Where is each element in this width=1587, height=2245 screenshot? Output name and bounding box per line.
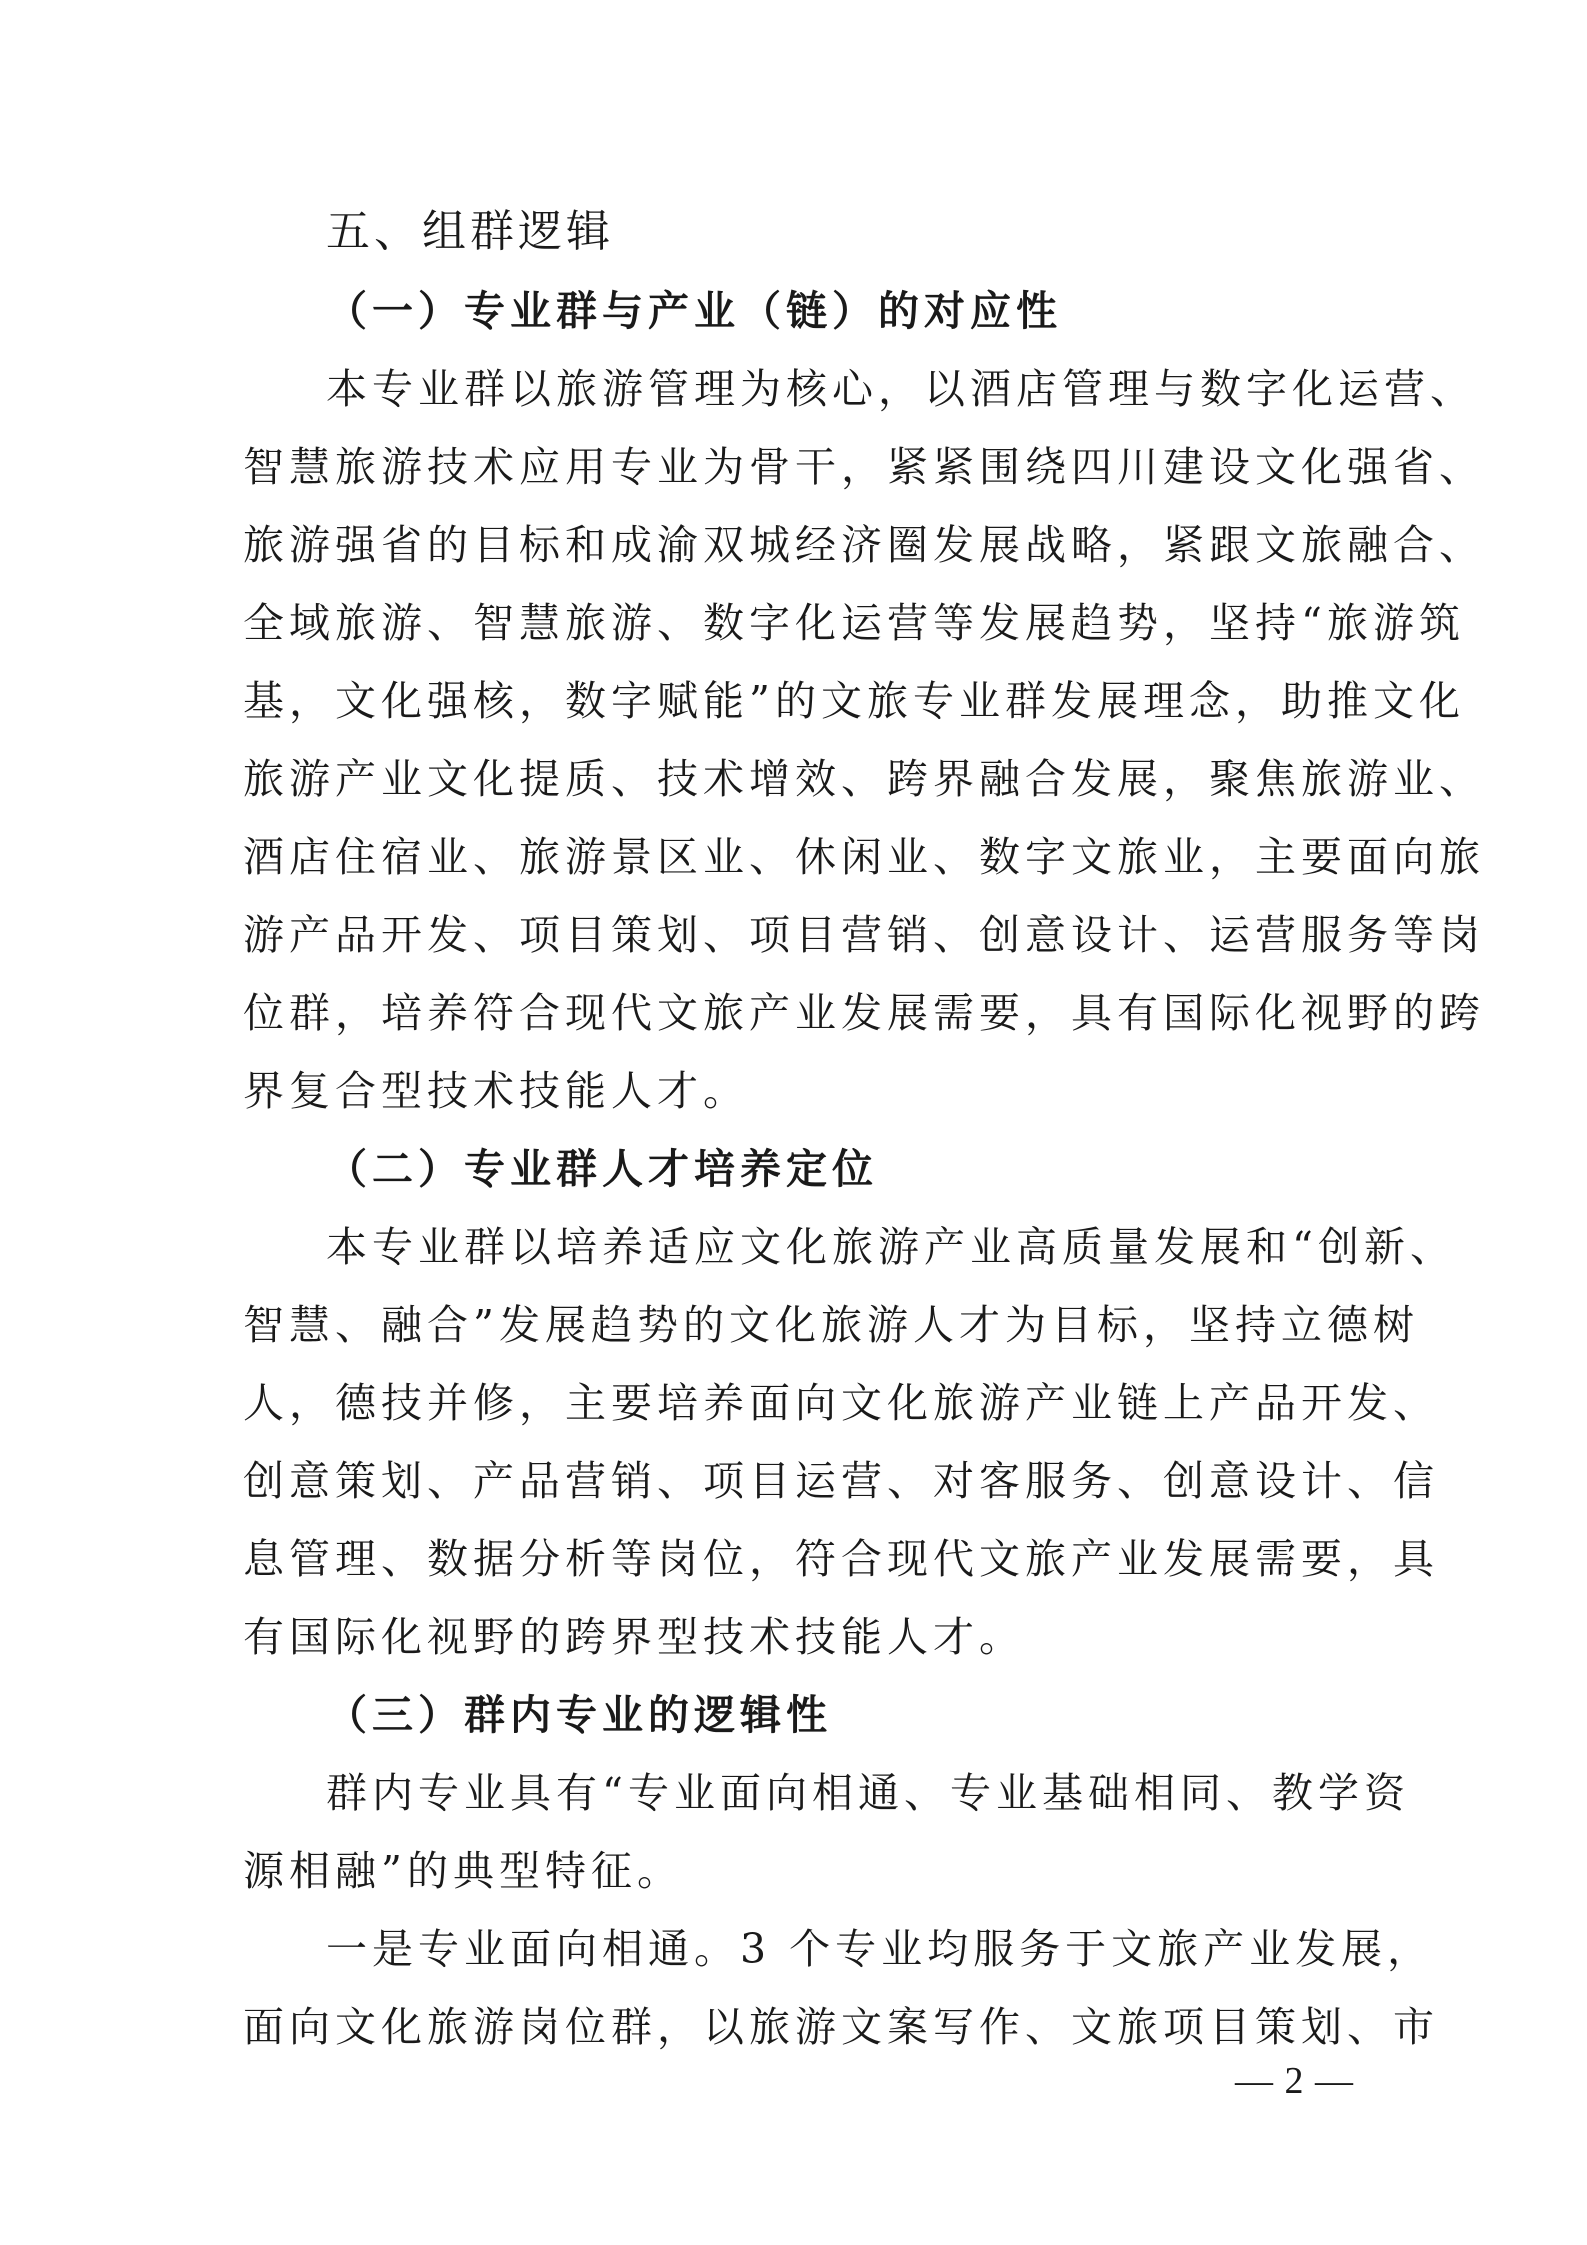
paragraph-line: 人，德技并修，主要培养面向文化旅游产业链上产品开发、 xyxy=(243,1379,1439,1427)
paragraph-line: 创意策划、产品营销、项目运营、对客服务、创意设计、信 xyxy=(243,1457,1439,1505)
paragraph-line: 旅游产业文化提质、技术增效、跨界融合发展，聚焦旅游业、 xyxy=(243,755,1485,803)
paragraph-line: 本专业群以培养适应文化旅游产业高质量发展和“创新、 xyxy=(326,1223,1456,1271)
paragraph-line: 智慧旅游技术应用专业为骨干，紧紧围绕四川建设文化强省、 xyxy=(243,443,1485,491)
page-number: — 2 — xyxy=(1235,2060,1354,2102)
paragraph-line: 全域旅游、智慧旅游、数字化运营等发展趋势，坚持“旅游筑 xyxy=(243,599,1465,647)
section-1-heading: （一）专业群与产业（链）的对应性 xyxy=(326,287,1062,335)
section-2-heading: （二）专业群人才培养定位 xyxy=(326,1145,878,1193)
paragraph-line: 息管理、数据分析等岗位，符合现代文旅产业发展需要，具 xyxy=(243,1535,1439,1583)
paragraph-line: 智慧、融合”发展趋势的文化旅游人才为目标，坚持立德树 xyxy=(243,1301,1419,1349)
paragraph-line: 基，文化强核，数字赋能”的文旅专业群发展理念，助推文化 xyxy=(243,677,1465,725)
paragraph-line: 有国际化视野的跨界型技术技能人才。 xyxy=(243,1613,1025,1661)
paragraph-line: 酒店住宿业、旅游景区业、休闲业、数字文旅业，主要面向旅 xyxy=(243,833,1485,881)
paragraph-line: 群内专业具有“专业面向相通、专业基础相同、教学资 xyxy=(326,1769,1410,1817)
paragraph-line: 面向文化旅游岗位群，以旅游文案写作、文旅项目策划、市 xyxy=(243,2003,1439,2051)
paragraph-line: 位群，培养符合现代文旅产业发展需要，具有国际化视野的跨 xyxy=(243,989,1485,1037)
paragraph-line: 界复合型技术技能人才。 xyxy=(243,1067,749,1115)
main-heading: 五、组群逻辑 xyxy=(326,206,614,257)
paragraph-line: 一是专业面向相通。3 个专业均服务于文旅产业发展， xyxy=(326,1925,1434,1973)
paragraph-line: 旅游强省的目标和成渝双城经济圈发展战略，紧跟文旅融合、 xyxy=(243,521,1485,569)
paragraph-line: 游产品开发、项目策划、项目营销、创意设计、运营服务等岗 xyxy=(243,911,1485,959)
section-3-heading: （三）群内专业的逻辑性 xyxy=(326,1691,832,1739)
paragraph-line: 本专业群以旅游管理为核心，以酒店管理与数字化运营、 xyxy=(326,365,1476,413)
paragraph-line: 源相融”的典型特征。 xyxy=(243,1847,683,1895)
